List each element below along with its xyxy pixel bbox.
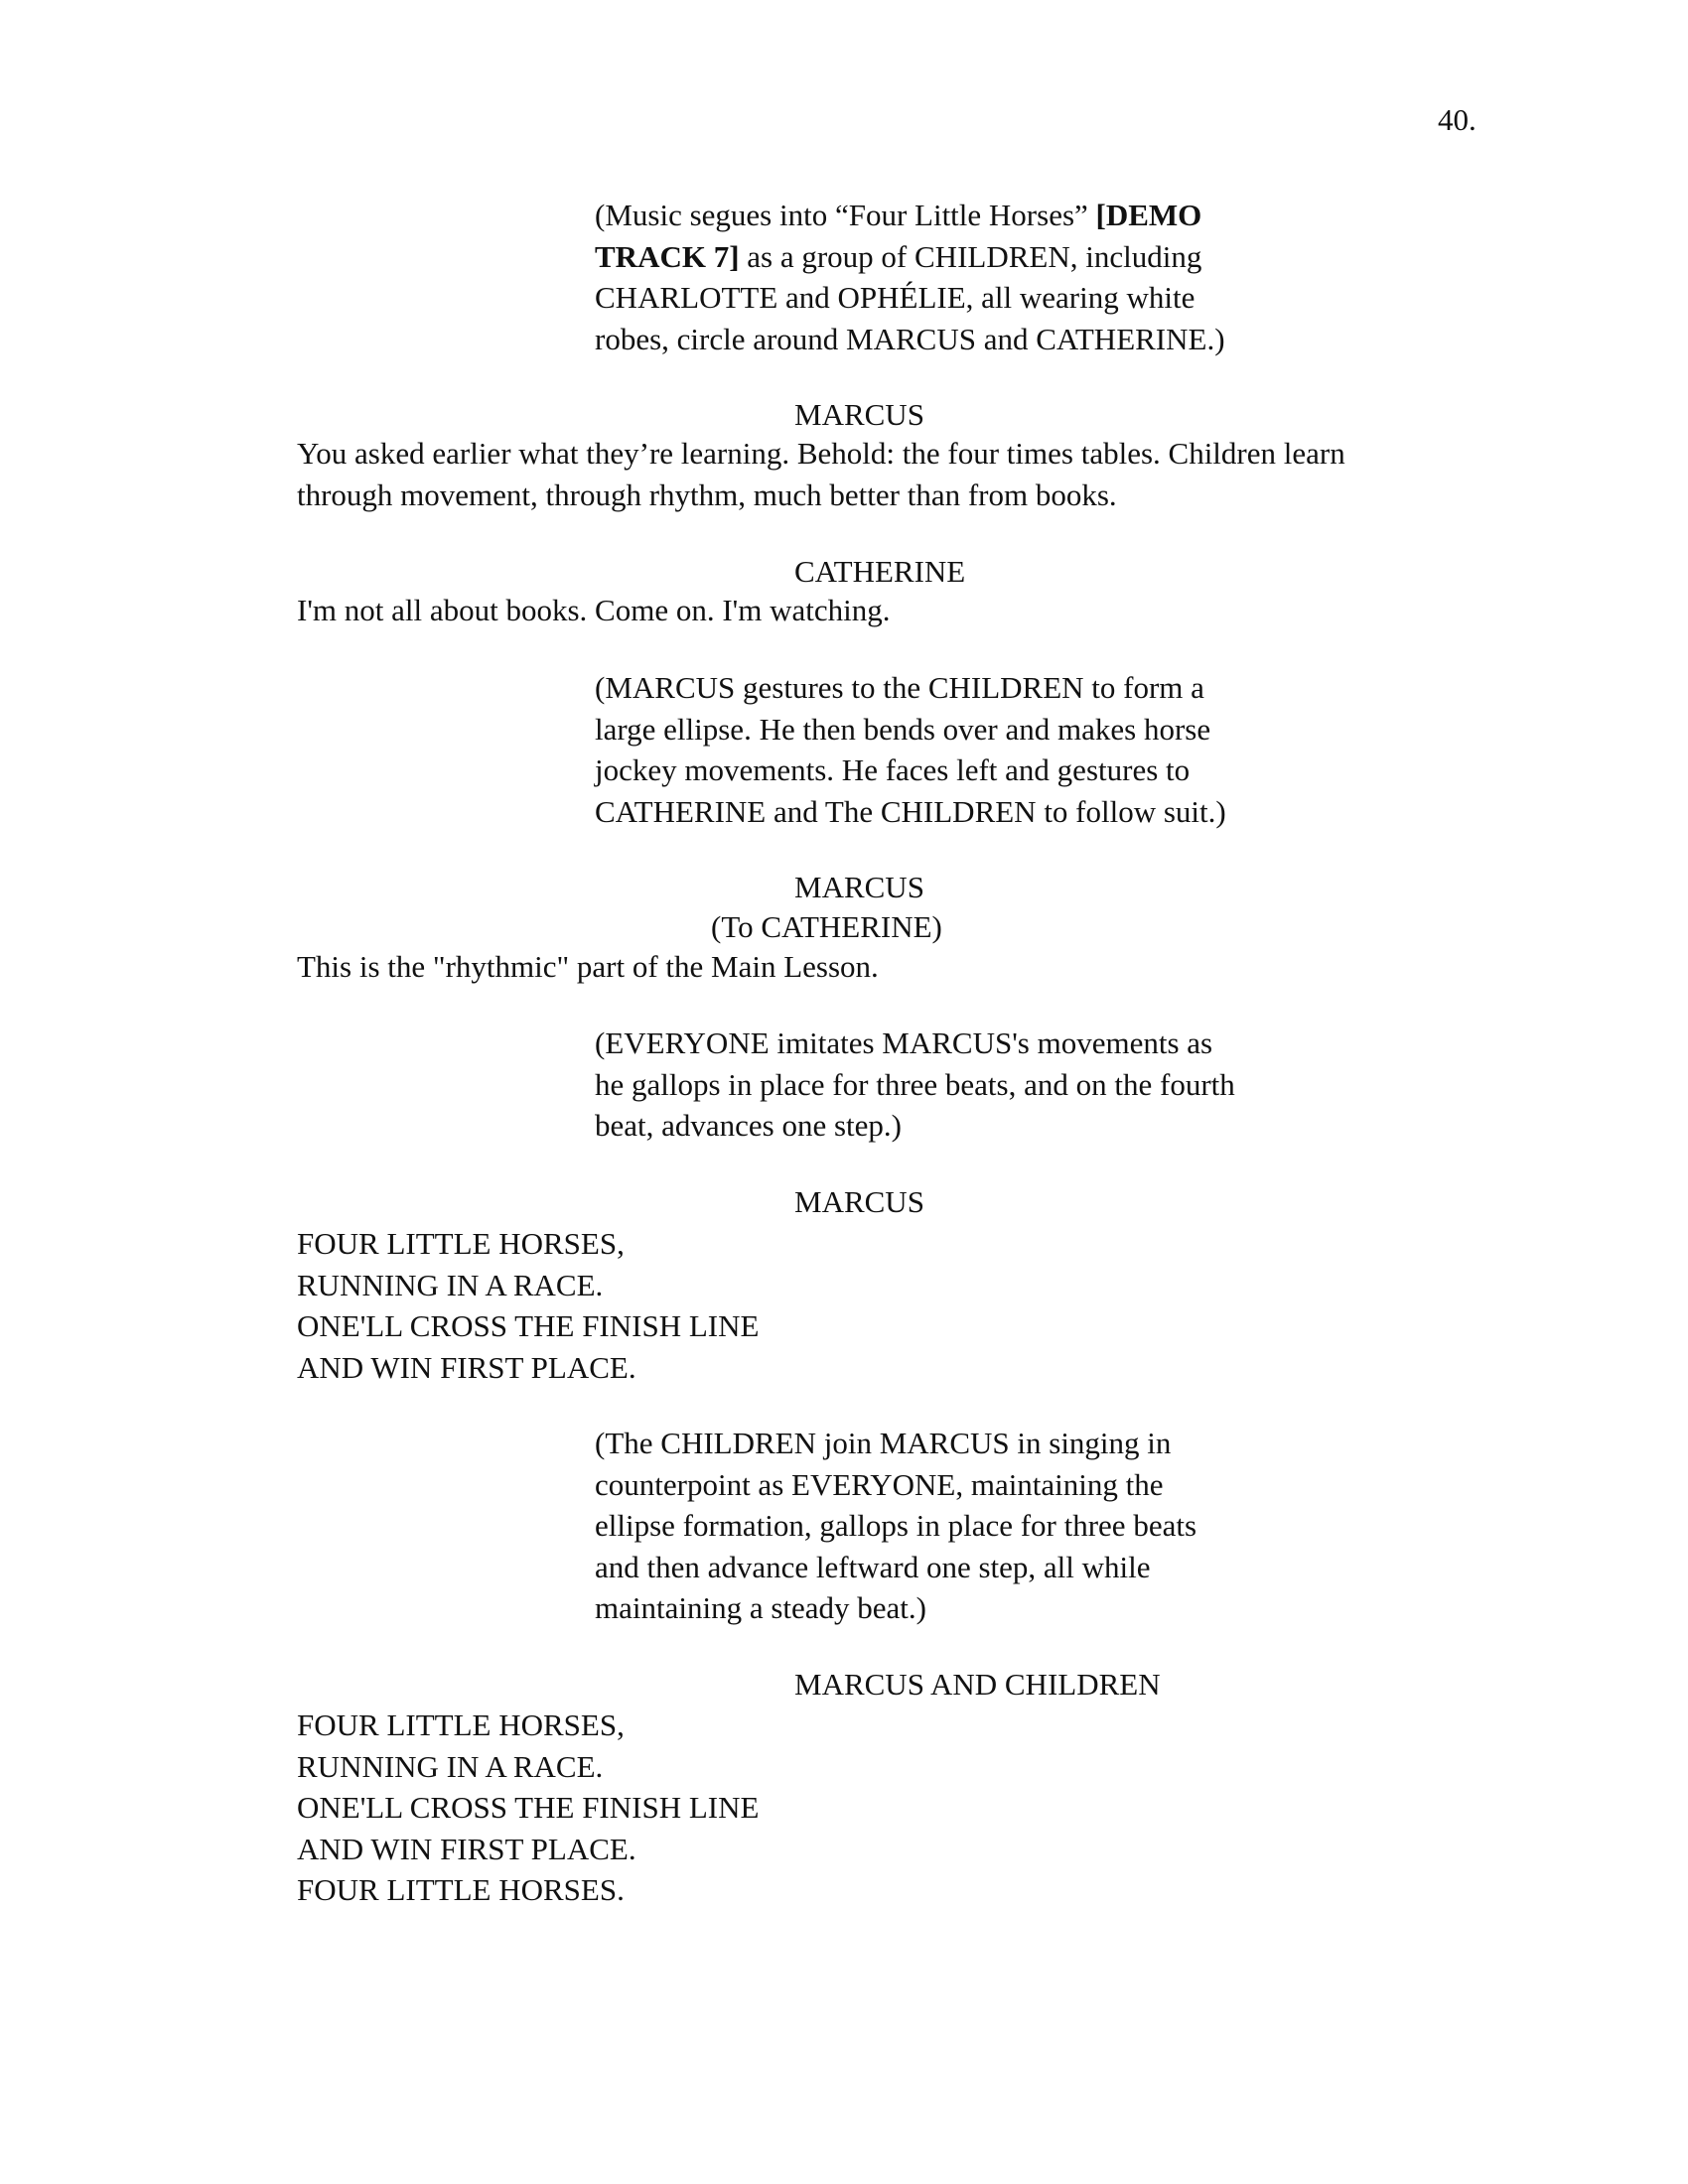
stage-direction-line: ellipse formation, gallops in place for three beats: [595, 1508, 1197, 1543]
stage-direction-line: (The CHILDREN join MARCUS in singing in: [595, 1426, 1172, 1460]
character-name: CATHERINE: [794, 554, 966, 589]
stage-direction-line: CATHERINE and The CHILDREN to follow suit.): [595, 793, 1226, 829]
character-name: MARCUS: [794, 870, 924, 904]
stage-direction-line: he gallops in place for three beats, and on the fourth: [595, 1066, 1235, 1102]
demo-track-label: [DEMO: [1095, 198, 1202, 232]
demo-track-label: TRACK 7]: [595, 238, 740, 274]
character-name: MARCUS: [794, 397, 924, 432]
lyric-line: FOUR LITTLE HORSES,: [297, 1707, 625, 1742]
lyric-line: RUNNING IN A RACE.: [297, 1748, 604, 1784]
stage-direction-line: maintaining a steady beat.): [595, 1590, 926, 1625]
stage-direction-line: [595, 236, 1310, 278]
stage-direction-text: as a group of CHILDREN, including: [739, 238, 1202, 274]
character-name: MARCUS: [794, 1184, 924, 1219]
stage-direction-line: counterpoint as EVERYONE, maintaining the: [595, 1466, 1164, 1502]
stage-direction-line: beat, advances one step.): [595, 1108, 903, 1143]
lyric-line: AND WIN FIRST PLACE.: [297, 1349, 636, 1385]
stage-direction-line: robes, circle around MARCUS and CATHERINE.): [595, 321, 1225, 356]
lyric-line: RUNNING IN A RACE.: [297, 1267, 604, 1302]
stage-direction-line: CHARLOTTE and OPHÉLIE, all wearing white: [595, 280, 1196, 315]
stage-direction-text: (Music segues into “Four Little Horses”: [595, 198, 1096, 232]
page-number: 40.: [1438, 102, 1477, 137]
lyric-line: ONE'LL CROSS THE FINISH LINE: [297, 1790, 760, 1825]
stage-direction-line: large ellipse. He then bends over and makes horse: [595, 711, 1211, 747]
lyric-line: FOUR LITTLE HORSES.: [297, 1872, 625, 1907]
character-name: MARCUS AND CHILDREN: [794, 1667, 1161, 1702]
stage-direction-line: jockey movements. He faces left and gestures to: [595, 752, 1191, 787]
stage-direction-line: [595, 195, 1310, 236]
stage-direction-line: (EVERYONE imitates MARCUS's movements as: [595, 1025, 1213, 1060]
stage-direction-line: (MARCUS gestures to the CHILDREN to form a: [595, 670, 1204, 705]
dialogue-line: through movement, through rhythm, much better than from books.: [297, 477, 1117, 512]
lyric-line: ONE'LL CROSS THE FINISH LINE: [297, 1308, 760, 1343]
dialogue-line: This is the "rhythmic" part of the Main Lesson.: [297, 949, 879, 984]
stage-direction-line: and then advance leftward one step, all while: [595, 1549, 1151, 1584]
dialogue-line: You asked earlier what they’re learning. Behold: the four times tables. Children learn: [297, 436, 1345, 471]
lyric-line: AND WIN FIRST PLACE.: [297, 1831, 636, 1866]
dialogue-line: I'm not all about books. Come on. I'm watching.: [297, 593, 891, 627]
parenthetical: (To CATHERINE): [711, 909, 942, 944]
lyric-line: FOUR LITTLE HORSES,: [297, 1226, 625, 1261]
